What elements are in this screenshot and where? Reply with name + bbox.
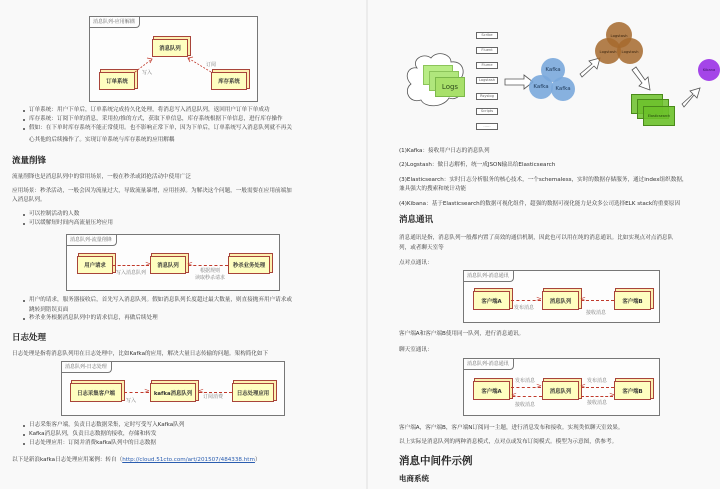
diagram-title: 消息队列-流量削锋 xyxy=(67,235,117,246)
paragraph: 日志处理是指将消息队列用在日志处理中，比如Kafka的应用，解决大量日志传输的问题。架构简化如下 xyxy=(12,351,269,357)
section-heading-examples: 消息中间件示例 xyxy=(399,455,473,467)
log-processing-diagram xyxy=(61,361,285,416)
arrow-head-icon: < xyxy=(580,382,586,390)
bullet-item: 假如：在下单时库存系统不能正常使用。也不影响正常下单，因为下单后，订单系统写入消息队列就不再关 xyxy=(22,124,292,133)
arrow-head-icon: < xyxy=(580,295,586,303)
case-suffix: ） xyxy=(254,457,261,463)
node-message-queue: 消息队列 xyxy=(542,291,579,310)
peak-shaving-diagram xyxy=(66,234,280,291)
node-log-app: 日志处理应用 xyxy=(232,383,274,402)
source-scripts: Scripts xyxy=(476,108,498,115)
peak-bullets xyxy=(22,210,113,228)
kibana-node: Kibana xyxy=(698,59,720,81)
kafka-node: Kafka xyxy=(541,58,565,82)
section-heading-log-processing: 日志处理 xyxy=(12,333,47,343)
arrow-head-icon: < xyxy=(198,387,204,395)
elk-item: (2)Logstash：做日志解析，统一成JSON输出给Elasticsearch xyxy=(399,162,556,168)
arrow-head-icon: > xyxy=(609,391,615,399)
edge-label-subscribe: 订阅 xyxy=(206,62,217,68)
bullet-item: 日志采集客户端，负责日志数据采集，定时写受写入Kafka队列 xyxy=(22,421,184,430)
source-flume: Flume xyxy=(476,62,498,69)
node-inventory-system: 库存系统 xyxy=(211,72,247,90)
source-more: …… xyxy=(476,123,498,130)
summary: 以上实际是消息队列的两种消息模式，点对点或发布订阅模式。模型为示意图，供参考。 xyxy=(399,439,618,445)
p2p-diagram xyxy=(463,270,660,323)
decoupling-bullets xyxy=(22,106,292,133)
paragraph: 应用场景：秒杀活动，一般会因为流量过大，导致流量暴增，应用挂掉。为解决这个问题，一般需要在应用前端加 xyxy=(12,188,292,194)
source-rsyslog: Rsyslog xyxy=(476,93,498,100)
arrow-head-icon: > xyxy=(145,260,151,268)
logs-card-front: Logs xyxy=(435,77,465,97)
edge-label: 写入 xyxy=(126,398,137,404)
decoupling-diagram xyxy=(89,16,258,102)
p2p-note: 客户端A和客户端B使用同一队列，进行消息通讯。 xyxy=(399,331,525,337)
case-reference xyxy=(12,455,261,463)
edge-processing-to-queue xyxy=(188,265,228,266)
node-message-queue: 消息队列 xyxy=(152,39,188,57)
edge-label: 接收消息 xyxy=(515,402,536,408)
node-kafka-queue: kafka消息队列 xyxy=(150,383,196,402)
source-fluent: Fluent xyxy=(476,47,498,54)
node-client-a: 客户端A xyxy=(473,381,510,400)
paragraph: 消息通讯是指，消息队列一般都内置了高效的通信机制，因此也可以用在纯的消息通讯。比如实现点对点消息队 xyxy=(399,235,674,241)
case-link[interactable]: http://cloud.51cto.com/art/201507/484338.htm xyxy=(122,457,255,463)
decoupling-edges xyxy=(90,17,259,103)
node-message-queue: 消息队列 xyxy=(150,256,186,274)
edge-label-write: 写入 xyxy=(142,70,153,76)
source-logstash: Logstash xyxy=(476,77,498,84)
paragraph: 流量削锋也是消息队列中的常用场景，一般在秒杀或团抢活动中使用广泛 xyxy=(12,174,192,180)
diagram-title: 消息队列-消息通讯 xyxy=(464,271,514,282)
peak-bullets-after xyxy=(22,296,292,305)
edge-label: 接收消息 xyxy=(587,400,608,406)
arrow-head-icon: > xyxy=(144,387,150,395)
source-scribe: Scribe xyxy=(476,32,498,39)
elk-item: 兼具强大的搜索和统计功能 xyxy=(399,186,467,192)
diagram-title: 消息队列-应用解耦 xyxy=(90,17,140,28)
bullet-item: 库存系统：订阅下单的消息，采用拉/推的方式，获取下单信息，库存系统根据下单信息，进行库存操作 xyxy=(22,115,292,124)
node-seckill-processing: 秒杀业务处理 xyxy=(228,256,270,274)
arrow-head-icon: > xyxy=(536,295,542,303)
paragraph: 入消息队列。 xyxy=(12,197,46,203)
chat-note: 客户端A，客户端B，客户端N订阅同一主题，进行消息发布和接收。实现类似聊天室效果。 xyxy=(399,425,624,431)
edge-label: 读取秒杀请求 xyxy=(195,275,226,281)
section-heading-messaging: 消息通讯 xyxy=(399,215,434,225)
logstash-node: Logstash xyxy=(617,38,643,64)
es-card-front: Elasticsearch xyxy=(643,106,675,126)
log-bullets xyxy=(22,421,184,448)
bullet-item: Kafka消息队列，负责日志数据的接收，存储和转发 xyxy=(22,430,184,439)
edge-request-to-queue xyxy=(113,265,149,266)
bullet-item: 可以缓解短时间内高流量压垮应用 xyxy=(22,219,113,228)
subheading-ecommerce: 电商系统 xyxy=(399,474,429,483)
paragraph: 列，或者聊天室等 xyxy=(399,245,444,251)
peak-bullets-after-2 xyxy=(22,314,158,323)
chat-label: 聊天室通讯： xyxy=(399,347,433,353)
edge-label: 订阅消费 xyxy=(203,394,224,400)
kafka-node: Kafka xyxy=(551,77,575,101)
p2p-label: 点对点通讯： xyxy=(399,260,433,266)
node-client-a: 客户端A xyxy=(473,291,510,310)
logstash-node: Logstash xyxy=(606,22,632,48)
chatroom-diagram xyxy=(463,358,660,416)
diagram-title: 消息队列-日志处理 xyxy=(62,362,112,373)
node-client-b: 客户端B xyxy=(614,381,651,400)
node-client-b: 客户端B xyxy=(614,291,651,310)
node-message-queue: 消息队列 xyxy=(542,381,579,400)
edge-label: 写入消息队列 xyxy=(116,270,147,276)
edge-label: 发布消息 xyxy=(515,378,536,384)
edge-label: 发布消息 xyxy=(514,305,535,311)
edge-label: 接收消息 xyxy=(586,310,607,316)
bullet-continuation: 跳转到错误页面 xyxy=(29,307,69,313)
edge-label: 发布消息 xyxy=(587,378,608,384)
bullet-item: 日志处理应用：订阅并消费kafka队列中的日志数据 xyxy=(22,439,184,448)
node-order-system: 订单系统 xyxy=(99,72,135,90)
node-user-request: 用户请求 xyxy=(77,256,113,274)
bullet-item: 可以控制活动的人数 xyxy=(22,210,113,219)
edge-label: 根据规则 xyxy=(200,268,221,274)
elk-architecture-diagram xyxy=(368,0,720,140)
arrow-head-icon: < xyxy=(511,391,517,399)
arrow-down-right-icon xyxy=(630,66,652,92)
section-heading-peak-shaving: 流量削锋 xyxy=(12,156,47,166)
elk-item: (3)Elasticsearch：实时日志分析服务的核心技术，一个schemaless，实时的数据存储服务，通过index组织数据， xyxy=(399,177,688,183)
bullet-item: 订单系统：用户下单后，订单系统完成持久化处理，将消息写入消息队列，返回用户订单下单成功 xyxy=(22,106,292,115)
arrow-head-icon: > xyxy=(536,382,542,390)
bullet-continuation: 心其他的后续操作了。实现订单系统与库存系统的应用解耦 xyxy=(29,137,175,143)
kafka-node: Kafka xyxy=(529,75,553,99)
elk-item: (4)Kibana：基于Elasticsearch的数据可视化组件，超强的数据可视化能力是众多公司选择ELK stack的重要原因 xyxy=(399,201,681,207)
arrow-up-right-icon xyxy=(680,86,702,108)
logstash-node: Logstash xyxy=(595,38,621,64)
bullet-item: 秒杀业务根据消息队列中的请求信息，再做后续处理 xyxy=(22,314,158,323)
arrow-head-icon: < xyxy=(187,260,193,268)
diagram-title: 消息队列-消息通讯 xyxy=(464,359,514,370)
bullet-item: 用户的请求，服务器接收后，首先写入消息队列。假如消息队列长度超过最大数量，则直接抛弃用户请求或 xyxy=(22,296,292,305)
case-prefix: 以下是新浪kafka日志处理应用案例：转自（ xyxy=(12,457,123,463)
node-log-collector: 日志采集客户端 xyxy=(70,383,122,402)
elk-item: (1)Kafka：接收用户日志的消息队列 xyxy=(399,148,490,154)
right-document-page xyxy=(368,0,720,489)
